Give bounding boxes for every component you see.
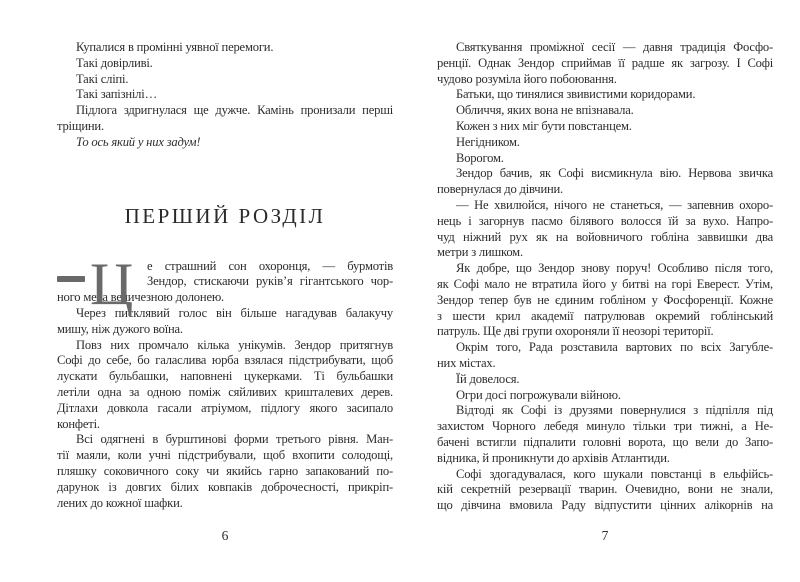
page-number-right: 7	[601, 528, 609, 543]
text-line: Такі сліпі.	[76, 71, 129, 86]
text-line: Батьки, що тинялися звивистими коридорами.	[456, 87, 696, 102]
text-line: летіли одна за одною поміж сяйливих кришталевих дерев.	[57, 384, 393, 399]
text-line: нець і загорнув пасмо білявого волосся їй за вухо. Напро-	[437, 213, 773, 228]
text-line: метри з лишком.	[437, 245, 523, 260]
text-line: Ворогом.	[456, 150, 504, 165]
text-line: тії маяли, коли учні підстрибували, щоб вхопити солодощі,	[57, 448, 393, 463]
text-line: повернулася до дівчини.	[437, 182, 564, 197]
text-line: Обличчя, яких вона не впізнавала.	[456, 103, 634, 118]
text-line: Такі довірливі.	[76, 55, 153, 70]
text-line: конфеті.	[57, 416, 100, 431]
text-line: як Софі мало не втратила його у битві на горі Еверест. Утім,	[437, 276, 773, 291]
left-page-body	[57, 40, 393, 511]
text-line: Дітлахи довкола гасали атріумом, підлогу якого засипало	[57, 400, 393, 415]
dropcap-dash	[57, 276, 85, 282]
text-line: Через писклявий голос він більше нагадував балакучу	[76, 305, 393, 320]
right-page	[437, 0, 773, 582]
text-line: Зендор тепер був не єдиним гобліном у Фосфоренції. Кожне	[437, 292, 773, 307]
text-line: Огри досі погрожували війною.	[456, 387, 621, 402]
text-line: них містах.	[437, 355, 496, 370]
text-line: лених до кожної шафки.	[57, 495, 183, 510]
text-line: відника, й проникнути до архівів Атлантиди.	[437, 450, 670, 465]
text-line: Купалися в промінні уявної перемоги.	[76, 40, 274, 54]
text-line: е страшний сон охоронця, — бурмотів	[147, 258, 393, 273]
text-line: Такі запізнілі…	[76, 87, 157, 102]
text-line: Повз них промчало кілька унікумів. Зендор притягнув	[76, 337, 393, 352]
dropcap-letter: Ц	[90, 250, 134, 317]
chapter-title: ПЕРШИЙ РОЗДІЛ	[124, 203, 326, 228]
text-line: Кожен з них міг бути повстанцем.	[456, 118, 632, 133]
text-line: Всі одягнені в бурштинові форми третього рівня. Ман-	[76, 432, 393, 447]
text-line: Зендор, стискаючи руків’я гігантського чор-	[147, 274, 393, 289]
text-line: Зендор бачив, як Софі висмикнула вію. Нервова звичка	[456, 166, 773, 181]
text-line: Відтоді як Софі із друзями повернулися з підпілля під	[456, 403, 773, 418]
text-line: — Не хвилюйся, нічого не станеться, — запевнив охоро-	[456, 197, 773, 212]
page-number-left: 6	[221, 528, 229, 543]
left-page	[57, 0, 393, 582]
text-line: мишу, ніж дужого воїна.	[57, 321, 183, 336]
text-line: Софі здогадувалася, кого шукали повстанці в ельфійсь-	[456, 466, 773, 481]
text-line: захистом Чорного лебедя минуло тільки три тижні, а Не-	[437, 419, 773, 434]
text-line: Негідником.	[456, 134, 520, 149]
text-line: Їй довелося.	[456, 371, 520, 386]
text-line: Окрім того, Рада розставила вартових по всіх Загубле-	[456, 340, 773, 355]
text-line: Софі до себе, бо галаслива юрба взялася підстрибувати, щоб	[57, 353, 393, 368]
text-line: Підлога здригнулася ще дужче. Камінь пронизали перші	[76, 103, 393, 118]
text-line: кій секретній резервації тварин. Очевидно, вони не знали,	[437, 482, 773, 497]
text-line: патруль. Ще дві групи охороняли її неозорі території.	[437, 324, 714, 339]
text-line: пляшку соковичного соку чи якийсь гарно запакований по-	[57, 463, 393, 478]
text-line: То ось який у них задум!	[76, 134, 201, 149]
text-line: ренції. Однак Зендор сприймав її радше як загрозу. І Софі	[437, 55, 773, 70]
text-line: чудово розуміла його побоювання.	[437, 71, 617, 86]
text-line: чуд ніжний рух як на войовничого гобліна заввишки два	[437, 229, 773, 244]
text-line: що дівчина вмовила Раду відпустити цінних алікорнів на	[437, 498, 773, 513]
text-line: Святкування проміжної сесії — давня традиція Фосфо-	[456, 40, 773, 54]
text-line: бачені встигли підпалити головні ворота, що вели до Запо-	[437, 434, 773, 449]
text-line: лускати бульбашки, наповнені цукерками. Ті бульбашки	[57, 369, 393, 384]
right-page-body	[437, 40, 773, 514]
text-line: дарунок із довгих білих ковпаків доброчесності, прикріп-	[57, 479, 393, 494]
dropcap-block	[57, 250, 143, 317]
text-line: Як добре, що Зендор знову поруч! Особливо після того,	[456, 261, 773, 276]
text-line: ного меча величезною долонею.	[57, 290, 224, 305]
text-line: з шести крил академії патрулював окремий гоблінський	[437, 308, 773, 323]
text-line: тріщини.	[57, 118, 104, 133]
